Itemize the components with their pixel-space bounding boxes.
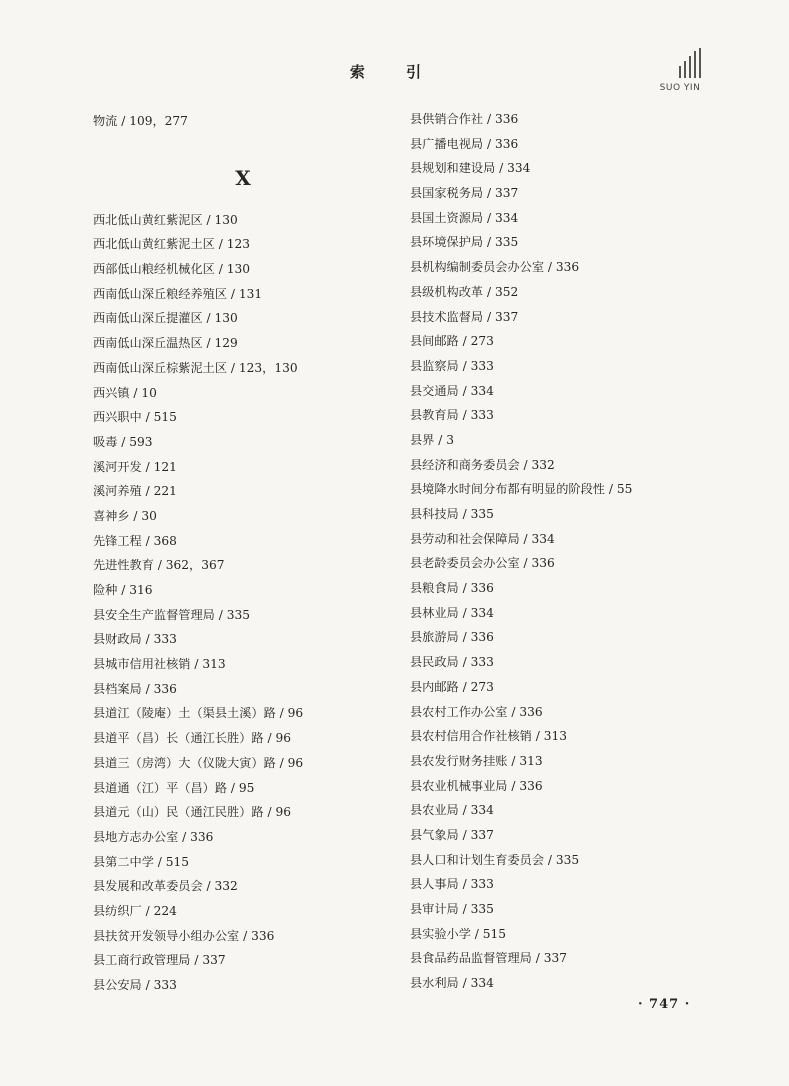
index-entry: 先进性教育 / 362，367 [93,558,225,573]
index-entry: 县发展和改革委员会 / 332 [93,879,238,894]
index-entry: 县人口和计划生育委员会 / 335 [410,852,580,867]
index-entry: 县界 / 3 [410,432,454,447]
index-entry: 县审计局 / 335 [410,902,494,916]
index-entry: 县道平（昌）长（通江长胜）路 / 96 [93,731,291,746]
index-entry: 西南低山深丘提灌区 / 130 [93,311,238,326]
index-entry: 县国家税务局 / 337 [410,186,519,201]
index-entry: 县广播电视局 / 336 [410,136,519,151]
index-entry: 险种 / 316 [93,583,153,597]
index-entry: 县级机构改革 / 352 [410,284,519,299]
index-entry: 县老龄委员会办公室 / 336 [410,556,555,571]
index-entry: 物流 / 109，277 [93,114,188,128]
index-entry: 县境降水时间分布都有明显的阶段性 / 55 [410,482,633,497]
index-entry: 吸毒 / 593 [93,434,153,449]
index-column-left [93,109,423,998]
index-entry: 县气象局 / 337 [410,827,494,842]
index-column-right [410,107,740,996]
index-entry: 西兴镇 / 10 [93,385,157,400]
index-entry: 县农业机械事业局 / 336 [410,778,543,793]
right-entry-list [410,107,740,996]
index-entry: 县食品药品监督管理局 / 337 [410,951,567,966]
index-entry: 县粮食局 / 336 [410,581,494,596]
index-entry: 县交通局 / 334 [410,383,494,398]
section-letter-heading: X [235,165,251,190]
index-entry: 县纺织厂 / 224 [93,903,177,918]
index-entry: 喜神乡 / 30 [93,508,157,523]
index-entry: 县地方志办公室 / 336 [93,829,214,844]
index-entry: 西北低山黄红紫泥区 / 130 [93,212,238,227]
index-entry: 县道三（房湾）大（仪陇大寅）路 / 96 [93,755,304,770]
index-entry: 县教育局 / 333 [410,408,494,423]
index-entry: 西南低山深丘温热区 / 129 [93,336,238,351]
index-entry: 县工商行政管理局 / 337 [93,953,226,968]
index-entry: 县第二中学 / 515 [93,854,190,869]
index-entry: 县水利局 / 334 [410,976,494,991]
index-entry: 县环境保护局 / 335 [410,235,519,250]
logo-text: SUO YIN [659,83,701,93]
index-entry: 县人事局 / 333 [410,877,494,892]
index-entry: 县档案局 / 336 [93,681,177,696]
index-entry: 西南低山深丘粮经养殖区 / 131 [93,286,263,301]
index-entry: 县道元（山）民（通江民胜）路 / 96 [93,805,291,820]
index-entry: 县规划和建设局 / 334 [410,161,531,176]
index-entry: 县财政局 / 333 [93,632,177,647]
index-entry: 县道通（江）平（昌）路 / 95 [93,780,255,795]
index-entry: 县城市信用社核销 / 313 [93,657,226,672]
index-entry: 县农业局 / 334 [410,803,494,818]
index-entry: 溪河开发 / 121 [93,459,177,474]
index-entry: 西部低山粮经机械化区 / 130 [93,262,250,277]
index-entry: 县民政局 / 333 [410,655,494,670]
index-entry: 西兴职中 / 515 [93,410,177,425]
page-number: · 747 · [638,997,691,1012]
index-entry: 县监察局 / 333 [410,358,494,373]
page-header-title: 索 引 [349,63,440,81]
index-entry: 县农村信用合作社核销 / 313 [410,729,567,744]
index-entry: 县安全生产监督管理局 / 335 [93,607,250,622]
index-entry: 溪河养殖 / 221 [93,484,177,499]
index-entry: 县科技局 / 335 [410,507,494,521]
index-entry: 县劳动和社会保障局 / 334 [410,531,555,546]
index-entry: 县旅游局 / 336 [410,630,494,645]
index-entry: 县林业局 / 334 [410,605,494,620]
index-entry: 县内邮路 / 273 [410,679,494,694]
left-entry-list [93,208,423,998]
suoyin-logo [650,48,710,98]
index-entry: 县供销合作社 / 336 [410,112,519,126]
index-entry: 县农村工作办公室 / 336 [410,704,543,719]
index-entry: 县农发行财务挂账 / 313 [410,753,543,768]
index-entry: 县公安局 / 333 [93,978,177,992]
index-entry: 县扶贫开发领导小组办公室 / 336 [93,928,275,943]
index-entry: 西南低山深丘棕紫泥土区 / 123，130 [93,360,298,375]
index-entry: 县间邮路 / 273 [410,334,494,349]
index-entry: 西北低山黄红紫泥土区 / 123 [93,237,250,252]
logo-bars-icon [677,48,707,78]
index-entry: 县技术监督局 / 337 [410,309,519,324]
index-entry: 县经济和商务委员会 / 332 [410,457,555,472]
index-entry: 县道江（陵庵）土（渠县土溪）路 / 96 [93,706,304,721]
index-entry: 县实验小学 / 515 [410,926,507,941]
index-entry: 县机构编制委员会办公室 / 336 [410,260,580,275]
index-entry: 县国土资源局 / 334 [410,210,519,225]
index-entry: 先锋工程 / 368 [93,533,177,548]
